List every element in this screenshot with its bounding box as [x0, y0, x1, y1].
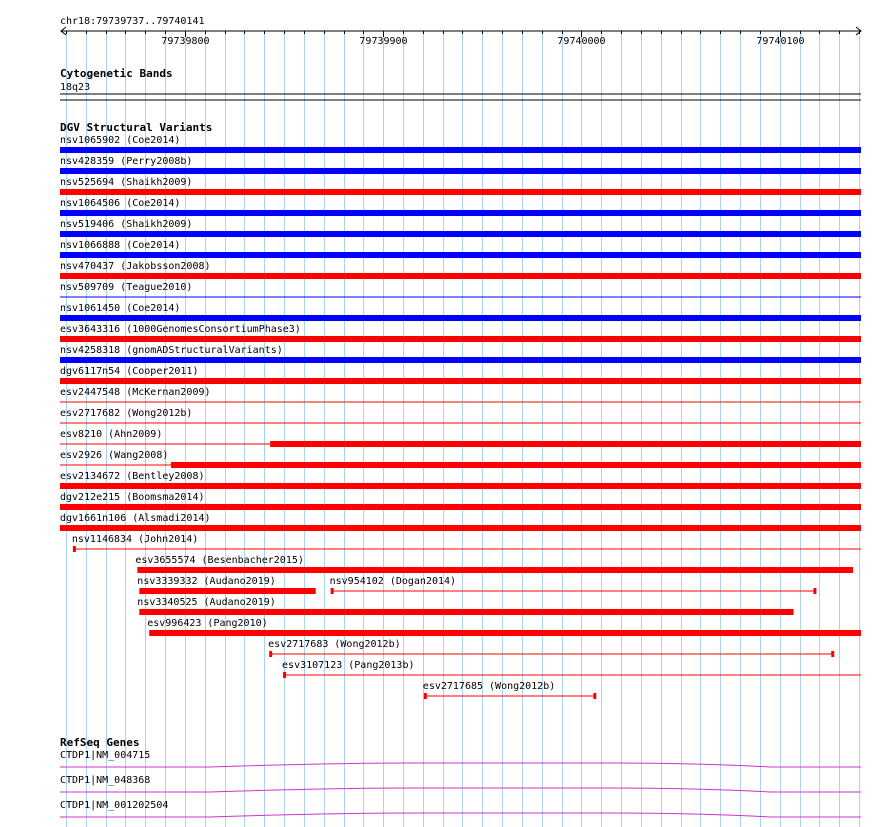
variant-start-cap: [331, 588, 334, 594]
ruler-tick-label: 79740100: [756, 36, 805, 47]
dgv-variant[interactable]: [268, 639, 834, 657]
variant-label: nsv1061450 (Coe2014): [60, 303, 181, 314]
variant-bar: [60, 315, 861, 321]
variant-label: nsv954102 (Dogan2014): [329, 576, 457, 587]
dgv-track-title: DGV Structural Variants: [60, 121, 213, 134]
variant-label: nsv3340525 (Audano2019): [137, 597, 276, 608]
gene-label: CTDP1|NM_001202504: [60, 800, 169, 811]
variant-start-cap: [73, 546, 76, 552]
variant-label: esv2717682 (Wong2012b): [60, 408, 193, 419]
gene-label: CTDP1|NM_004715: [60, 750, 151, 761]
variant-bar: [60, 378, 861, 384]
variant-label: esv2447548 (McKernan2009): [60, 387, 211, 398]
variant-end-cap: [831, 651, 834, 657]
dgv-variant[interactable]: [137, 597, 793, 615]
ruler-tick-label: 79739900: [359, 36, 408, 47]
variant-label: nsv1064506 (Coe2014): [60, 198, 181, 209]
variant-bar: [60, 210, 861, 216]
variant-label: dgv6117n54 (Cooper2011): [60, 366, 199, 377]
variant-start-cap: [283, 672, 286, 678]
variant-label: esv2134672 (Bentley2008): [60, 471, 205, 482]
location-label: chr18:79739737..79740141: [60, 16, 205, 27]
variant-bar: [60, 252, 861, 258]
variant-bar: [139, 609, 793, 615]
dgv-variant[interactable]: [147, 618, 861, 636]
variant-label: dgv1661n106 (Alsmadi2014): [60, 513, 211, 524]
gene-label: CTDP1|NM_048368: [60, 775, 151, 786]
variant-end-cap: [813, 588, 816, 594]
dgv-variant[interactable]: [135, 555, 853, 573]
variant-label: nsv1065902 (Coe2014): [60, 135, 181, 146]
variant-bar: [60, 189, 861, 195]
cytoband-label: 18q23: [60, 82, 91, 93]
variant-bar: [149, 630, 861, 636]
variant-bar: [139, 588, 315, 594]
variant-bar: [60, 231, 861, 237]
dgv-variant[interactable]: [137, 576, 315, 594]
variant-label: esv2926 (Wang2008): [60, 450, 169, 461]
variant-bar: [171, 462, 861, 468]
variant-label: esv3107123 (Pang2013b): [282, 660, 415, 671]
variant-label: nsv1066888 (Coe2014): [60, 240, 181, 251]
ruler-tick-label: 79739800: [161, 36, 210, 47]
variant-start-cap: [424, 693, 427, 699]
variant-bar: [60, 483, 861, 489]
variant-bar: [60, 168, 861, 174]
variant-label: nsv428359 (Perry2008b): [60, 156, 193, 167]
variant-label: esv2717685 (Wong2012b): [422, 681, 556, 692]
variant-bar: [60, 357, 861, 363]
variant-bar: [137, 567, 853, 573]
variant-label: esv2717683 (Wong2012b): [268, 639, 401, 650]
variant-label: esv8210 (Ahn2009): [60, 429, 163, 440]
dgv-variant[interactable]: [330, 576, 817, 594]
dgv-variant[interactable]: [72, 534, 861, 552]
variant-label: nsv1146834 (John2014): [71, 534, 199, 545]
dgv-variant[interactable]: [423, 681, 597, 699]
variant-bar: [60, 273, 861, 279]
variant-bar: [270, 441, 861, 447]
variant-label: esv3643316 (1000GenomesConsortiumPhase3): [60, 324, 301, 335]
variant-label: nsv509709 (Teague2010): [60, 282, 193, 293]
variant-end-cap: [593, 693, 596, 699]
variant-bar: [60, 147, 861, 153]
variant-label: nsv4258318 (gnomADStructuralVariants): [60, 345, 283, 356]
variant-label: nsv470437 (Jakobsson2008): [60, 261, 211, 272]
variant-label: nsv525694 (Shaikh2009): [60, 177, 193, 188]
variant-label: esv996423 (Pang2010): [147, 618, 268, 629]
variant-bar: [60, 504, 861, 510]
cytobands-track-title: Cytogenetic Bands: [60, 67, 173, 80]
dgv-variant[interactable]: [282, 660, 861, 678]
variant-bar: [60, 525, 861, 531]
variant-label: esv3655574 (Besenbacher2015): [135, 555, 304, 566]
variant-label: nsv519406 (Shaikh2009): [60, 219, 193, 230]
variant-label: nsv3339332 (Audano2019): [137, 576, 276, 587]
variant-start-cap: [269, 651, 272, 657]
variant-bar: [60, 336, 861, 342]
variant-label: dgv212e215 (Boomsma2014): [60, 492, 205, 503]
genes-track-title: RefSeq Genes: [60, 736, 140, 749]
ruler-tick-label: 79740000: [557, 36, 606, 47]
